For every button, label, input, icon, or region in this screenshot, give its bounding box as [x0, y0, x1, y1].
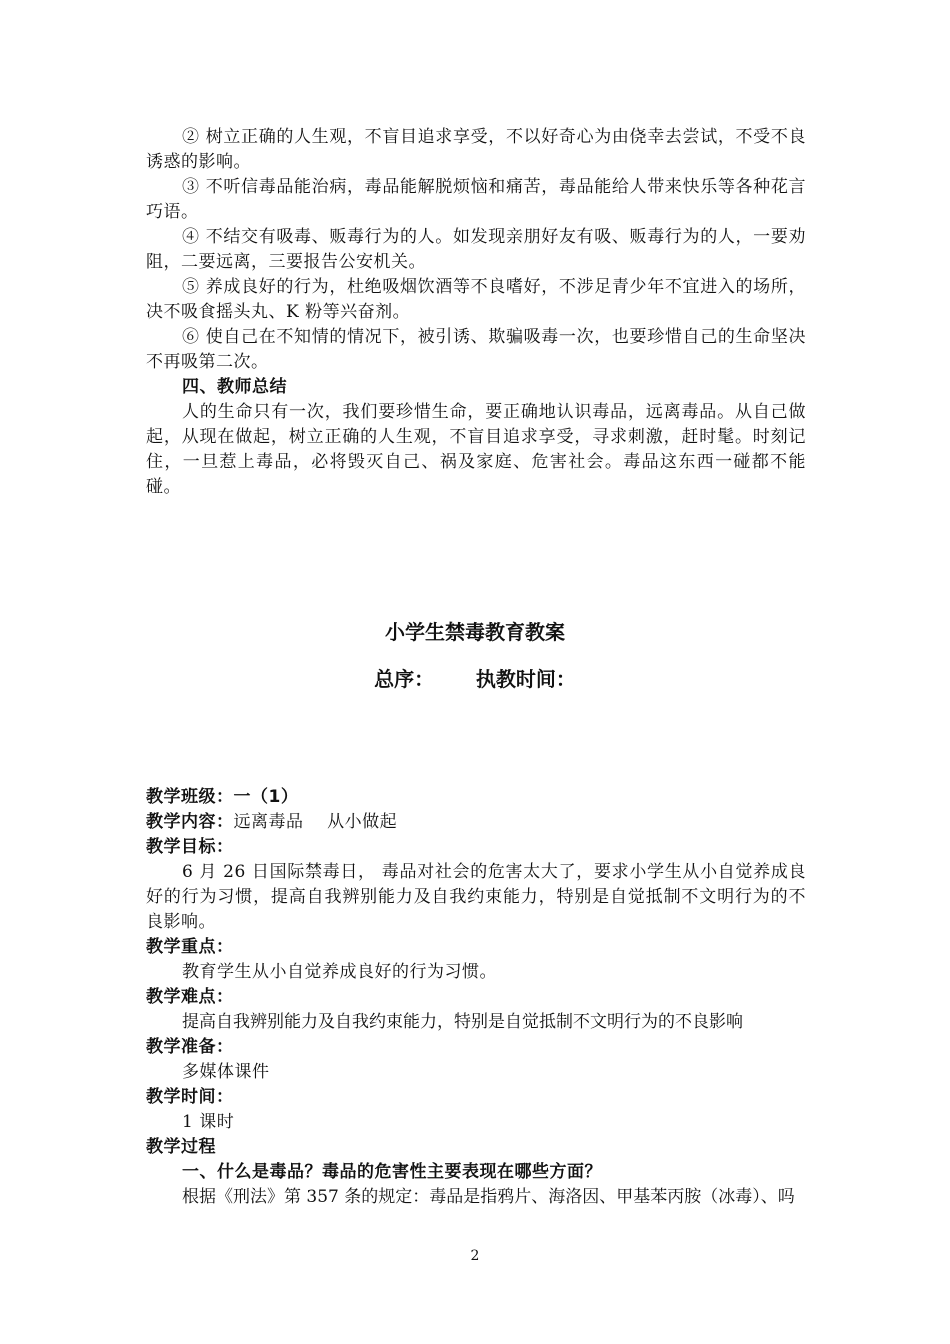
paragraph-item-2: ② 树立正确的人生观，不盲目追求享受，不以好奇心为由侥幸去尝试，不受不良诱惑的影响。: [146, 127, 806, 172]
prep-label: 教学准备：: [146, 1037, 234, 1057]
content-line: [146, 810, 806, 835]
prep-paragraph: 多媒体课件: [182, 1062, 270, 1082]
goal-label: 教学目标：: [146, 837, 234, 857]
difficulty-paragraph: 提高自我辨别能力及自我约束能力，特别是自觉抵制不文明行为的不良影响: [182, 1012, 743, 1032]
time-paragraph: 1 课时: [182, 1112, 235, 1132]
class-label: 教学班级：: [146, 787, 234, 807]
class-line: [146, 785, 806, 810]
focus-paragraph: 教育学生从小自觉养成良好的行为习惯。: [182, 962, 497, 982]
summary-heading: 四、教师总结: [182, 377, 287, 397]
process-paragraph: 根据《刑法》第 357 条的规定：毒品是指鸦片、海洛因、甲基苯丙胺（冰毒）、吗: [182, 1187, 795, 1207]
summary-paragraph: 人的生命只有一次，我们要珍惜生命，要正确地认识毒品，远离毒品。从自己做起，从现在做起，树立正确的人生观，不盲目追求享受，寻求刺激，赶时髦。时刻记住，一旦惹上毒品，必将毁灭自己、祸及家庭、危害社会。毒品这东西一碰都不能碰。: [146, 402, 806, 497]
content-value: 远离毒品 从小做起: [233, 812, 398, 832]
class-value: 一（1）: [233, 787, 299, 807]
difficulty-label: 教学难点：: [146, 987, 234, 1007]
goal-paragraph: 6 月 26 日国际禁毒日， 毒品对社会的危害太大了，要求小学生从小自觉养成良好的行为习惯，提高自我辨别能力及自我约束能力，特别是自觉抵制不文明行为的不良影响。: [146, 862, 806, 932]
time-label: 教学时间：: [146, 1087, 234, 1107]
paragraph-item-5: ⑤ 养成良好的行为，杜绝吸烟饮酒等不良嗜好，不涉足青少年不宜进入的场所，决不吸食摇头丸、K 粉等兴奋剂。: [146, 277, 806, 322]
process-question-1: 一、什么是毒品？毒品的危害性主要表现在哪些方面？: [182, 1162, 602, 1182]
content-label: 教学内容：: [146, 812, 234, 832]
lesson-subtitle: 总序： 执教时间：: [374, 667, 576, 691]
paragraph-item-3: ③ 不听信毒品能治病，毒品能解脱烦恼和痛苦，毒品能给人带来快乐等各种花言巧语。: [146, 177, 806, 222]
page-number: 2: [470, 1248, 480, 1264]
paragraph-item-4: ④ 不结交有吸毒、贩毒行为的人。如发现亲朋好友有吸、贩毒行为的人，一要劝阻，二要远离，三要报告公安机关。: [146, 227, 806, 272]
paragraph-item-6: ⑥ 使自己在不知情的情况下，被引诱、欺骗吸毒一次，也要珍惜自己的生命坚决不再吸第二次。: [146, 327, 806, 372]
focus-label: 教学重点：: [146, 937, 234, 957]
process-label: 教学过程: [146, 1137, 216, 1157]
lesson-title: 小学生禁毒教育教案: [385, 620, 565, 644]
